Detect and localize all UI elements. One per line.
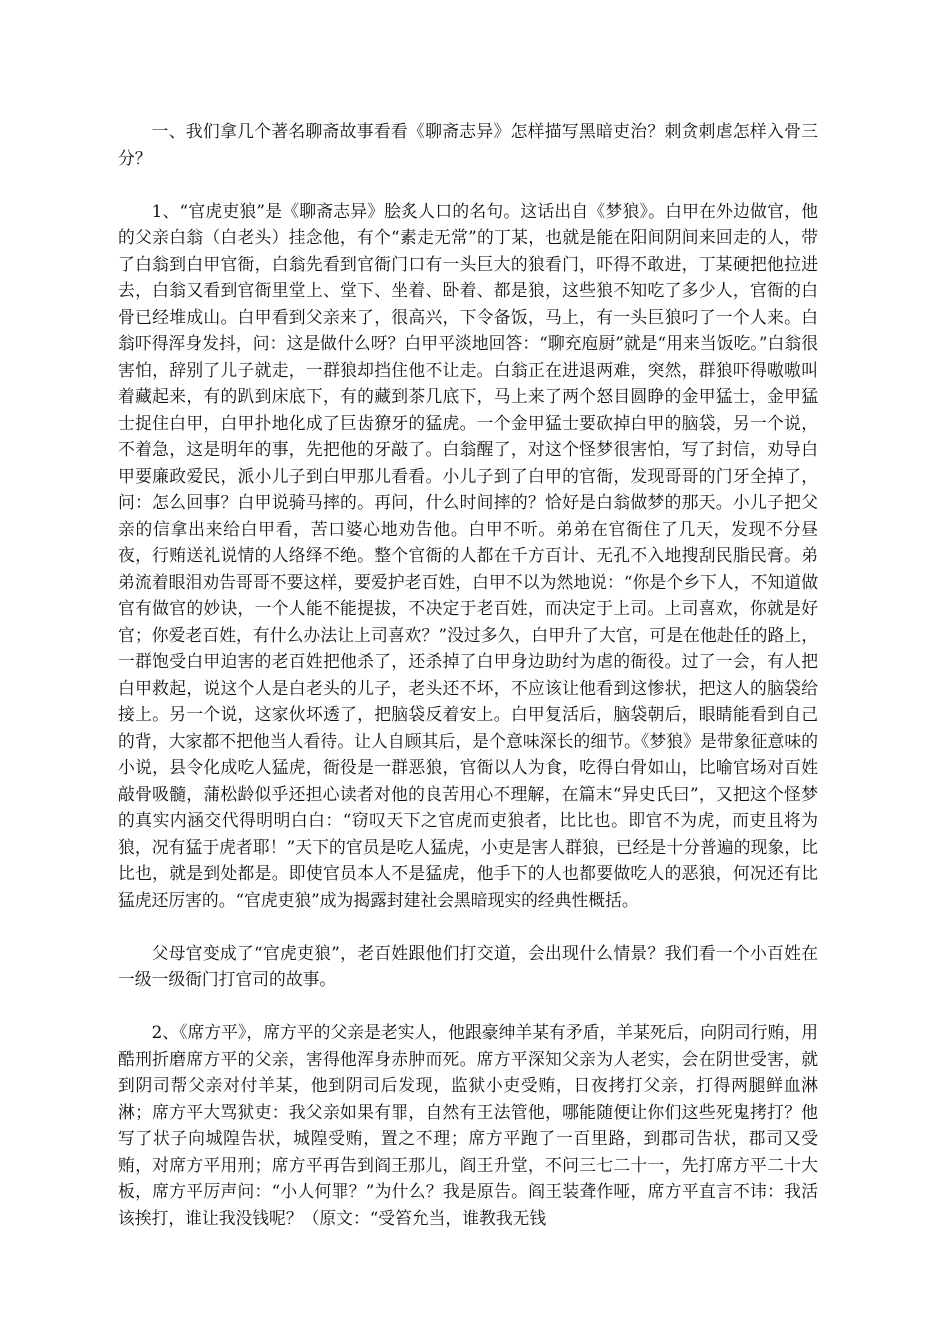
document-page [118,118,818,1231]
paragraph-transition: 父母官变成了“官虎吏狼”，老百姓跟他们打交道，会出现什么情景？我们看一个小百姓在一级一级衙门打官司的故事。 [118,942,818,989]
paragraph-xi-fangping: 2、《席方平》，席方平的父亲是老实人，他跟豪绅羊某有矛盾，羊某死后，向阴司行贿，用酷刑折磨席方平的父亲，害得他浑身赤肿而死。席方平深知父亲为人老实，会在阴世受害，就到阴司帮父亲对付羊某，他到阴司后发现，监狱小吏受贿，日夜拷打父亲，打得两腿鲜血淋淋；席方平大骂狱吏：我父亲如果有罪，自然有王法管他，哪能随便让你们这些死鬼拷打？他写了状子向城隍告状，城隍受贿，置之不理；席方平跑了一百里路，到郡司告状，郡司又受贿，对席方平用刑；席方平再告到阎王那儿，阎王升堂，不问三七二十一，先打席方平二十大板，席方平厉声问：“小人何罪？”为什么？我是原告。阎王装聋作哑，席方平直言不讳：我活该挨打，谁让我没钱呢？（原文：“受笞允当，谁教我无钱 [118,1022,818,1228]
paragraph-intro-question: 一、我们拿几个著名聊斋故事看看《聊斋志异》怎样描写黑暗吏治？刺贪刺虐怎样入骨三分？ [118,121,818,168]
paragraph-meng-lang: 1、“官虎吏狼”是《聊斋志异》脍炙人口的名句。这话出自《梦狼》。白甲在外边做官，他的父亲白翁（白老头）挂念他，有个“素走无常”的丁某，也就是能在阳间阴间来回走的人，带了白翁到白甲官衙，白翁先看到官衙门口有一头巨大的狼看门，吓得不敢进，丁某硬把他拉进去，白翁又看到官衙里堂上、堂下、坐着、卧着、都是狼，这些狼不知吃了多少人，官衙的白骨已经堆成山。白甲看到父亲来了，很高兴，下令备饭，马上，有一头巨狼叼了一个人来。白翁吓得浑身发抖，问：这是做什么呀？白甲平淡地回答：“聊充庖厨”就是“用来当饭吃。”白翁很害怕，辞别了儿子就走，一群狼却挡住他不让走。白翁正在进退两难，突然，群狼吓得嗷嗷叫着藏起来，有的趴到床底下，有的藏到茶几底下，马上来了两个怒目圆睁的金甲猛士，金甲猛士捉住白甲，白甲扑地化成了巨齿獠牙的猛虎。一个金甲猛士要砍掉白甲的脑袋，另一个说，不着急，这是明年的事，先把他的牙敲了。白翁醒了，对这个怪梦很害怕，写了封信，劝导白甲要廉政爱民，派小儿子到白甲那儿看看。小儿子到了白甲的官衙，发现哥哥的门牙全掉了，问：怎么回事？白甲说骑马摔的。再问，什么时间摔的？恰好是白翁做梦的那天。小儿子把父亲的信拿出来给白甲看，苦口婆心地劝告他。白甲不听。弟弟在官衙住了几天，发现不分昼夜，行贿送礼说情的人络绎不绝。整个官衙的人都在千方百计、无孔不入地搜刮民脂民膏。弟弟流着眼泪劝告哥哥不要这样，要爱护老百姓，白甲不以为然地说：“你是个乡下人，不知道做官有做官的妙诀，一个人能不能提拔，不决定于老百姓，而决定于上司。上司喜欢，你就是好官；你爱老百姓，有什么办法让上司喜欢？”没过多久，白甲升了大官，可是在他赴任的路上，一群饱受白甲迫害的老百姓把他杀了，还杀掉了白甲身边助纣为虐的衙役。过了一会，有人把白甲救起，说这个人是白老头的儿子，老头还不坏，不应该让他看到这惨状，把这人的脑袋给接上。另一个说，这家伙坏透了，把脑袋反着安上。白甲复活后，脑袋朝后，眼睛能看到自己的背，大家都不把他当人看待。让人自顾其后，是个意味深长的细节。《梦狼》是带象征意味的小说，县令化成吃人猛虎，衙役是一群恶狼，官衙以人为食，吃得白骨如山，比喻官场对百姓敲骨吸髓，蒲松龄似乎还担心读者对他的良苦用心不理解，在篇末“异史氏曰”，又把这个怪梦的真实内涵交代得明明白白：“窃叹天下之官虎而吏狼者，比比也。即官不为虎，而吏且将为狼，况有猛于虎者耶！”天下的官员是吃人猛虎，小吏是害人群狼，已经是十分普遍的现象，比比也，就是到处都是。即使官员本人不是猛虎，他手下的人也都要做吃人的恶狼，何况还有比猛虎还厉害的。“官虎吏狼”成为揭露封建社会黑暗现实的经典性概括。 [118,200,818,910]
